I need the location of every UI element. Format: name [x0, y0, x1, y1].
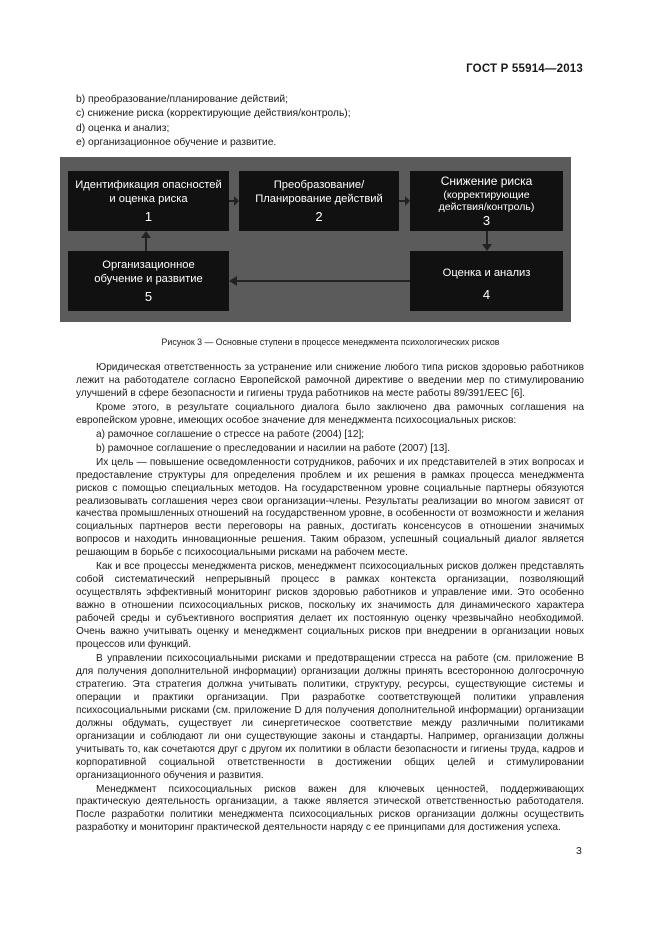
arrow-1-to-2-icon: [229, 195, 239, 207]
arrow-3-to-4-icon: [481, 231, 493, 251]
body-text: [76, 362, 584, 836]
paragraph: Менеджмент психосоциальных рисков важен для ключевых ценностей, поддерживающих практическую деятельность организации, а также является этической ответственностью работодателя. После разработки политики менеджмента психосоциальных рисков организации должны осуществить разработку и мониторинг практической деятельности наряду с ее принципами для достижения успеха.: [76, 783, 584, 834]
paragraph: Их цель — повышение осведомленности сотрудников, рабочих и их представителей в этих вопросах и предоставление структуры для определения проблем и их решения в рамках процесса менеджмента рисков с помощью специальных методов. На государственном уровне социальные партнеры обязуются реализовывать соглашения через свои организации-члены. Результаты реализации во многом зависят от качества промышленных отношений на государственном уровне, в особенности от возможности и желания социальных партнеров вести переговоры на равных, достигать консенсусов в отношении значимых вопросов и находить инновационные решения. Таким образом, успешный социальный диалог является решающим в борьбе с психосоциальными рисками на рабочем месте.: [76, 456, 584, 559]
step-2-line1: Преобразование/: [273, 178, 365, 191]
arrow-5-to-1-icon: [140, 231, 152, 251]
figure-caption: Рисунок 3 — Основные ступени в процессе менеджмента психологических рисков: [161, 337, 500, 347]
step-1-line1: Идентификация опасностей: [75, 178, 222, 191]
step-1-number: 1: [144, 208, 153, 224]
process-diagram: [60, 157, 571, 322]
step-5-box: [68, 251, 229, 311]
list-item: e) организационное обучение и развитие.: [76, 137, 277, 149]
step-5-line1: Организационное: [102, 258, 195, 271]
step-1-box: [68, 171, 229, 231]
step-2-box: [239, 171, 399, 231]
arrow-4-to-5-icon: [229, 275, 410, 287]
list-item: d) оценка и анализ;: [76, 122, 170, 134]
document-code: ГОСТ Р 55914—2013: [466, 63, 583, 75]
step-2-line2: Планирование действий: [255, 193, 383, 206]
paragraph: В управлении психосоциальными рисками и предотвращении стресса на работе (см. приложение В для получения дополнительной информации) организации должны принять всесторонною долгосрочную стратегию. Эта стратегия должна учитывать политики, структуру, ресурсы, существующие системы и операции и практики организации. При разработке соответствующей политики управления психосоциальными рисками (см. приложение D для получения дополнительной информации) организации должны обдумать, существует ли синергетическое соответствие между различными политиками организации и соблюдают ли они существующие законы и стандарты. Например, организации должны учитывать то, как сочетаются друг с другом их политики в области безопасности и гигиены труда, кадров и корпоративной социальной ответственности в достижении общих целей и стимулировании организационного обучения и развития.: [76, 652, 584, 781]
step-1-line2: и оценка риска: [109, 193, 188, 206]
step-3-line3: действия/контроль): [438, 200, 535, 213]
paragraph: Как и все процессы менеджмента рисков, менеджмент психосоциальных рисков должен представлять собой систематический непрерывный процесс в рамках контекста организации, позволяющий осуществлять эффективный мониторинг рисков здоровью работников и управление ими. Это особенно важно в отношении психосоциальных рисков, поскольку их значимость для динамического характера рабочей среды и субъективного восприятия делает их постоянную оценку чрезвычайно необходимой. Очень важно учитывать оценку и менеджмент социальных рисков при внедрении в организации новых процессов или функций.: [76, 561, 584, 651]
step-2-number: 2: [315, 208, 323, 224]
list-item: b) преобразование/планирование действий;: [76, 94, 288, 105]
step-3-line2: (корректирующие: [443, 188, 530, 201]
paragraph: a) рамочное соглашение о стрессе на работе (2004) [12];: [96, 428, 365, 440]
page-number: 3: [576, 845, 582, 857]
step-3-box: [410, 171, 563, 231]
paragraph: b) рамочное соглашение о преследовании и насилии на работе (2007) [13].: [96, 442, 450, 454]
step-3-line1: Снижение риска: [440, 174, 533, 188]
paragraph: Кроме этого, в результате социального диалога было заключено два рамочных соглашения на европейском уровне, имеющих особое значение для менеджмента психосоциальных рисков:: [76, 401, 584, 426]
step-4-line1: Оценка и анализ: [442, 266, 531, 279]
arrow-2-to-3-icon: [399, 195, 410, 207]
steps-list: [76, 93, 596, 151]
step-4-number: 4: [482, 287, 491, 302]
step-5-line2: обучение и развитие: [94, 273, 203, 286]
list-item: c) снижение риска (корректирующие действия/контроль);: [76, 108, 351, 120]
step-4-box: [410, 251, 563, 311]
paragraph: Юридическая ответственность за устранение или снижение любого типа рисков здоровью работников лежит на работодателе согласно Европейской рамочной директиве о введении мер по стимулированию улучшений в сфере безопасности и гигиены труда работников на месте работы 89/391/ЕЕС [6].: [76, 362, 584, 399]
step-3-number: 3: [482, 212, 491, 228]
step-5-number: 5: [144, 288, 153, 304]
